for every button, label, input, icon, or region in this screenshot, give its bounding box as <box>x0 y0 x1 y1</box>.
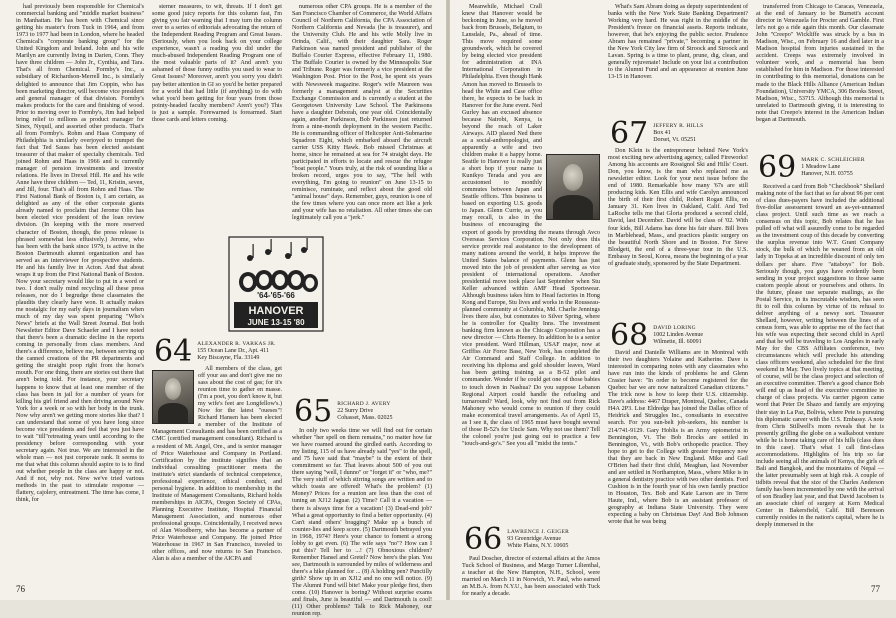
portrait-body <box>553 195 593 219</box>
column-text: David and Danielle Williams are in Montreal with their two daughters Yolaine and Katherine. Dave is interested in comparing notes with any classmates who have run into the kinds of problems he and Glenn Crasier have: "In order to become registered for the Quebec bar we are now naturalized Canadian citizens." The trick now is how to keep their U.S. citizenship. Dave's address: 4467 Draper, Montreal, Quebec, Canada H4A 2P3. Lise Eldredge has joined the Dallas office of Heidrick and Struggles Inc., consultants in executive search. For you sun-belt job-seekers, his number is 214/741-9129. Gary Hoblis is an Army optometrist in Bennington, Vt. The Bob Brocks are settled in Bennington, Vt., with Bob's orthopedic practice. They hope to get to the College with greater frequency now that they are back in New England. Mike and Gail O'Brien had their first child, Meaghan, last November and are settled in Northampton, Mass., where Mike is in a general dentistry practice with two other dentists. Ford Cushion is in the fourth year of his own family practice in Houston, Tex. Bob and Kate Larson are in Terre Haute, Ind., where Bob is an assistant professor of geography at Indiana State University. They were expecting a baby on Christmas Day! And Bob Johnson wrote that he was being <box>608 350 748 526</box>
column-text: All members of the class, get off your ass and don't give me no sass about the cost of gas; for it's reunion time to gather en masse. (I'm a poet, you don't know it, but my wife's feet are Longfellow's.) Now for the latest "oueses"! Richard Hansen has been elected a member of the Institute of Management Consultants and has been certified as a CMC (certified management consultant). Richard is a resident of Mt. Angel, Ore., and is senior manager of Price Waterhouse and Company in Portland. Certification by the institute signifies that an individual consulting practitioner meets the institute's strict standards of technical competence, professional experience, ethical conduct, and personal hygiene. In addition to membership in the Institute of Management Consultants, Richard holds memberships in AICPA, Oregon Society of CPAs, Planning Executive Institute, Hospital Financial Management Association, and numerous other professional groups. Coincidentally, I received news of Alan Woodberry, who has become a partner of Price Waterhouse and Company. He joined Price Waterhouse in 1967 in San Francisco, traveled to other offices, and now returns to San Francisco. Alan is also a member of the AICPA and <box>152 366 282 563</box>
secretary-street: 1 Meadow Lane <box>801 164 841 170</box>
right-page <box>450 0 896 600</box>
column-text: Don Klein is the entrepreneur behind New York's most exciting new advertising agency, called Fireworks! Among his accounts are Rossignol Ski and Hills' Court. Don, you know, is the man who replaced me as newsletter editor. Look for your next issue before the end of 1980. Remarkable how many '67s are still producing kids. Ken Ellis and wife Carolyn announced the birth of their first child, Robert Rogan Ellis, on January 31. Ken lives in Oakland, Calif. And Ted LaRoche tells me that Gloria produced a second child, David, last December. David will be class of '02. With four kids, Bill Adams has done his fair share. Bill lives in Marblehead, Mass., and practices plastic surgery on the beautiful North Shore and in Boston. For Steve Blodgett, the end of a three-year tour in the U.S. Embassy in Seoul, Korea, means the beginning of a year of graduate study, sponsored by the State Department. <box>608 148 748 267</box>
class-header-67 <box>610 116 704 151</box>
column-text: Received a card from Bob "Checkbook" Shellard making note of the fact that so far about 96 per cent of class dues-payers have included the additional five-dollar assessment toward an as-yet-unnamed class project. Until such time as we reach a consensus on this topic, Bob relates that he has pulled off what will assuredly come to be regarded as the investment coup of this decade by converting the surplus revenue into W.T. Grant Company stock, the bulk of which he weaned from an old lady in Topeka at an incredible discount of only ten dollars per share. Five "attaboys" for Bob. Seriously though, you guys have evidently been sending in your project suggestions to those same custom people about or yourselves and others. In the future, please use separate mailings, as the Postal Service, in its inscrutable wisdom, has seen fit to roll this column by virtue of its refusal to deliver anything of a newsy sort. Treasurer Shellard, however, writing between the lines of a census form, was able to apprise me of the fact that his wife was expecting their second child in April and that he will be traveling to Los Angeles in early May for the CBS Affiliates conference, two circumstances which will preclude his attending class officers weekend, also scheduled for the first weekend in May. Two lively topics at that meeting, of course, will be the class project and selection of an executive committee. There's a good chance Bob will end up as head of the executive committee in charge of class projects. Via carrier pigeon came word that Peter De Shazo and family are enjoying their stay in La Paz, Bolivia, where Pete is pursuing his diplomatic career with the U.S. Embassy. A note from Chris Stillwell's mom reveals that he is presently grilling the globe on a walkabout venture while he is home taking care of his hills (class dues in this case). That's what I call first-class accommodations. Highlights of his trip so far include seeing all the animals of Kenya, the girls of Bali and Bangkok, and the mountains of Nepal — the latter presumably seen at high risk. A couple of tidbits reveal that the size of the Charles Anderson family has been incremented by one with the arrival of son Bradley last year, and that David Jacobsen is an associate chief of surgery at Kern Medical Center in Bakersfield, Calif. Bill Berenson currently resides in the nation's capital, where he is deeply immersed in the <box>756 184 884 529</box>
column-right-2-bottom <box>608 350 748 590</box>
column-left-3-top <box>292 4 432 392</box>
column-left-2-bottom <box>152 366 282 588</box>
column-right-1-bottom <box>462 556 600 596</box>
secretary-street: 155 Ocean Lane Dr., Apt. 411 <box>197 348 269 354</box>
class-header-64 <box>154 334 276 369</box>
secretary-name: DAVID LORING <box>653 325 696 331</box>
column-text: In only two weeks time we will find out for certain whether "her spell on them remains," no matter how far we have roamed around the girdled earth. According to my listing, 115 of us have already said "yes" to the spell, and 75 have said that "maybe" is the extent of their commitment so far. That leaves about 500 of you out there saying "well, I dunno" or "forget it" or "who, me?" The very stuff of which stirring songs are written and to which toasts are offered! What's the problem? (1) Money? Prices for a reunion are less than the cost of tuning an XJ12 Jaguar. (2) Time? Call it a vacation — there is always time for a vacation! (3) Dead-end job? What a great opportunity to find a better opportunity. (4) Can't stand others' bragging? Make up a bunch of counter-lies and keep score. (5) Dartmouth betrayed you in 1968, 1974? Here's your chance to foment a strong lobby to get even. (6) The wife says "no"? How can I put this? Tell her to ...! (7) Obnoxious children? Remember Hansel and Gretel? Now here's the plan. You see, Dartmouth is surrounded by miles of wilderness and there's a hike planned for ... (8) A holding pen? Punctilly girth? Show up in an XJ12 and no one will notice. (9) The Alumni Fund will bite! Make your pledge first, then come. (10) Hanover is boring? Without surprise exams and finals, June is beautiful — and Dartmouth is cool! (11) Other problems? Talk to Rick Mahoney, our reunion rep. <box>292 428 432 618</box>
portrait-head <box>563 164 584 191</box>
class-header-69 <box>758 150 865 185</box>
class-number: 66 <box>464 522 503 557</box>
class-number: 69 <box>758 150 797 185</box>
secretary-street: 22 Surry Drive <box>337 408 374 414</box>
secretary-street: Box 41 <box>653 130 671 136</box>
page-number-left: 76 <box>16 584 25 594</box>
logo-dates: JUNE 13-15 '80 <box>247 318 305 327</box>
secretary-city: Key Biscayne, Fla. 33149 <box>197 355 260 361</box>
column-text: transferred from Chicago to Caracas, Venezuela, at the end of January to be Burnett's account director in Venezuela for Procter and Gamble. First let's not go a ride again this month. Our classmate John "Creepo" Wickliffe was struck by a bus in Madison, Wisc., on February 16 and died later in a Madison hospital from injuries sustained in the accident. Creeps was extremely involved in volunteer work, and a memorial has been established for him in Madison. For those interested in contributing to this memorial, donations can be made to the Black Hills Alliance (American Indian Foundation), University YMCA, 306 Brooks Street, Madison, Wisc., 53715. Although this memorial is unrelated to Dartmouth giving, it is interesting to note that Creepo's interest in the American Indian began at Dartmouth. <box>756 4 884 123</box>
class-header-66 <box>464 522 570 557</box>
column-right-2-top <box>608 4 748 116</box>
column-text: Meanwhile, Michael Crall knew that Hanover would be beckoning in June, so he moved back from Brussels, Belgium, to Lansdale, Pa., ahead of time. This move required some groundwork, which he covered by being elected vice president for administration at INA International Corporation in Philadelphia. Even though Hank Amon has moved to Brussels to head the White and Case office there, he expects to be back in Hanover for the June event. Ned Gurley has an excused absence because Nairobi, Kenya, is beyond the reach of Laker Airways. AID placed Ned there as a social-anthropologist, and apparently a wife and two children make it a happy home. Seattle to Hanover is really just a short hop if your name is Kunikyo Terada and you are accustomed to monthly commutes between Japan and Seattle offices. This business is based on exporting U.S. goods to Japan. Glenn Currie, as you may recall, is also in the business of encouraging the export of goods by providing the means through Avco Overseas Services Corporation. Not only does this service provide real assistance to the development of many nations around the world, it helps improve the United States balance of payments. Glenn has just moved into the job of president after serving as vice president of international operations. Another presidential move took place last September when Stu Keller advanced within AMF Head Sportswear. Although business takes him to Head factories in Hong Kong and Europe, Stu lives and works in the Rousseau-planned community at Columbia, Md. Charlie Jennings lives there also, but commutes to Silver Spring, where he is controller for Quality Inns. The investment banking firm known as the Chicago Corporation has a new director — Chris Heeney. In addition he is a senior vice president. Ward Hillman, USAF major, now at Griffiss Air Force Base, New York, has completed the Air Command and Staff College. In addition to receiving his diploma and gold shoulder leaves, Ward has been getting training as a B-52 pilot and commander. Wonder if he could get one of those babies to touch down in Nashua? Do you suppose Lebanon Regional Airport could handle the refueling and turnaround? Ward, look, why not find out from Rick Mahoney who would come to reunion if they could make economical travel arrangements. As of April 15, as I see it, the class of 1965 must have bought several of those B-52's for Uncle Sam. Why not use them? Tell the colonel you're just going out to practice a few "touch-and-go's." See you all "midst the tents." <box>462 4 600 447</box>
secretary-city: Wilmette, Ill. 60091 <box>653 339 702 345</box>
column-right-2-middle <box>608 148 748 316</box>
class-header-68 <box>610 318 704 353</box>
secretary-street: 93 Greenridge Avenue <box>507 536 562 542</box>
secretary-name: JEFFERY R. HILLS <box>653 123 704 129</box>
secretary-city: White Plains, N.Y. 10605 <box>507 543 569 549</box>
class-secretary-address <box>653 322 703 346</box>
portrait-photo <box>152 370 194 424</box>
column-text: What's Sam Abram doing as deputy superintendent of banks with the New York State Banking Department? Working very hard. He was right in the middle of the President's freeze on financial assets. Reports indicate, however, that he's enjoying the public sector. Prudence Abram has remained "private," becoming a partner in the New York City law firm of Stroock and Stroock and Lavan. Spring is a time to plant, prune, dig, clean, and generally rejuvenate! Include on your list a contribution to the Alumni Fund and an appearance at reunion June 13-15 in Hanover. <box>608 4 748 81</box>
column-text: Paul Doscher, director of external affairs at the Amos Tuck School of Business, and Margo Turner Lilienthal, a teacher at the New Hampton, N.H., School, were married on March 11 in Norwich, Vt. Paul, who earned an M.B.A. from N.Y.U., has been associated with Tuck for nearly a decade. <box>462 556 600 598</box>
column-left-2-top <box>152 4 282 230</box>
column-right-1-top <box>462 4 600 528</box>
class-secretary-address <box>197 338 276 362</box>
left-page <box>0 0 446 618</box>
class-secretary-address <box>801 154 865 178</box>
column-text: had previously been responsible for Chemical's commercial banking and "middle market business" in Manhattan. He has been with Chemical since getting his master's from Tuck in 1964, and from 1973 to 1977 had been in London, where he headed Chemical's "corporate banking group" for the United Kingdom and Ireland. John and his wife Marilyn are currently living in Darien, Conn. They have three children — John Jr., Cynthia, and Tara. That's all from Chemical. Formby's Inc., a subsidiary of Richardson-Merrell Inc., is similarly delighted to announce that Jim Coppin, who has been marketing director, will become vice president and general manager of that division. Formby's makes products for the care and finishing of wood. Prior to moving over to Formby's, Jim had helped bring relief to millions as product manager for Sinex, Nyquil, and assorted other products. That's all from Formby's. Rohm and Haas Company of Philadelphia is similarly overjoyed to trumpet the fact that Ted Sauss has been elected assistant treasurer of that maker of specialty chemicals. Ted joined Rohm and Haas in 1966 and is currently manager of pension investments and investor relations. He lives in Drexel Hill. He and his wife Anne have three children — Ted, 11, Kristin, seven, and Jill, four. That's all from Rohm and Haas. The First National Bank of Boston is, I am certain, as delighted as any of the other corporate giants already named to proclaim that Jerome Olin has been elected vice president of the loan review division. (In keeping with the more reserved character of Boston, though, the press release is phrased somewhat less effusively.) Jerome, who has been with the bank since 1979, is active in the Boston Dartmouth alumni organization and has served as an interviewer for prospective students. He and his family live in Acton. And that about wraps it up from the First National Bank of Boston. Now your secretary would like to put in a word or two. I don't really mind recycling all these press releases, nor do I begrudge these classmates the plaudits they clearly have won. It actually makes me nostalgic for my early days in journalism when much of my day was spent preparing "Who's News" briefs at the Wall Street Journal. But both Newsletter Editor Dave Schaefer and I have noted that there's been a dramatic decline in the reports coming in personally from class members. And there's a difference, believe me, between serving up the canned creations of the PR departments and getting the straight poop right from the horse's mouth. For one thing, there are stories out there that aren't being told. For instance, your secretary happens to know that at least one member of the class has been in jail for a number of years for killing his girl friend and then driving around New York for a week or so with her body in the trunk. Now why aren't we getting more stories like that? I can understand that some of you have long since become vice presidents and feel that you just have to wait "till"retreating years until according to the presidency before corresponding with your secretary again. Not true. We are interested in the whole man — not just corporate rank. It seems to me that what this column should aspire to is to find out whether people in the class are happy or not. And if not, why not. Now we've tried various methods in the past to stimulate response — flattery, cajolery, entreatment. The time has come, I think, for <box>16 4 144 504</box>
portrait-photo <box>546 154 600 220</box>
class-secretary-address <box>337 398 392 422</box>
page-number-right: 77 <box>871 584 880 594</box>
class-number: 64 <box>154 334 193 369</box>
class-number: 65 <box>294 394 333 429</box>
class-number: 68 <box>610 318 649 353</box>
secretary-name: ALEXANDER R. VARKAS JR. <box>197 341 276 347</box>
class-number: 67 <box>610 116 649 151</box>
column-text: numerous other CPA groups. He is a member of the San Francisco Chamber of Commerce, the World Affairs Council of Northern California, the CPA Association of Northern California and Nevada (he is treasurer), and the University Club. He and his wife Molly live in Orinda, Calif., with their daughter Sara. Roger Parkinson was named president and publisher of the Buffalo Courier Express, effective February 11, 1980. The Buffalo Courier is owned by the Minneapolis Star and Tribune. Roger was formerly a vice president at the Washington Post. Prior to the Post, he spent six years with Newsweek magazine. Roger's wife Maureen was formerly a management analyst at the Securities Exchange Commission and is currently a student at the Georgetown University Law School. The Parkinsons have a daughter Deborah, one year old. Coincidentally again, another Parkinson, Bob Parkinson just returned from a nine-month deployment in the western Pacific. He is commanding officer of Helicopter Anti-Submarine Squadron Eight, which embarked aboard the aircraft carrier USS Kitty Hawk. Bob missed Christmas at home, since he remained at sea for 74 straight days. He participated in efforts to locate and rescue the refugee "boat people." Yours truly, at the risk of sounding like a broken record, urges you to say, "The hell with everything, I'm going to reunion" on June 13-15 to reminisce, ruminate, and reflect about the good old "animal house" days. Remember, guys, reunion is one of the few times where you can once more act like a jerk and your wife has no retaliation. All other times she can legitimately call you a "jerk." <box>292 4 432 222</box>
secretary-name: RICHARD J. AVERY <box>337 401 391 407</box>
column-left-1 <box>16 4 144 590</box>
column-left-3-bottom <box>292 428 432 618</box>
column-text: sterner measures, to wit, threats. If I don't get some good juicy reports for this column fast, I'm giving you fair warning that I may turn the column over to a series of editorials advocating the return of the Independent Reading Program and Great Issues. (Seriously, when you look back on your college experience, wasn't a reading you did under the much-abused Independent Reading Program one of the most valuable parts of it? And aren't you ashamed of those funny outfits you used to wear to Great Issues? Moreover, aren't you sorry you didn't pay better attention in GI so you'd be better prepared for a world that had little (if anything) to do with what you'd been getting for four years from those pointy-headed faculty members? Aren't you?) This is just a sample. Forewarned is forearmed. Start those cards and letters coming. <box>152 4 282 123</box>
secretary-city: Hanover, N.H. 03755 <box>801 171 853 177</box>
secretary-city: Dorset, Vt. 05251 <box>653 137 697 143</box>
class-header-65 <box>294 394 393 429</box>
secretary-city: Cohasset, Mass. 02025 <box>337 415 393 421</box>
class-secretary-address <box>653 120 703 144</box>
portrait-body <box>158 403 188 423</box>
column-right-3-top <box>756 4 884 150</box>
column-right-3-bottom <box>756 184 884 584</box>
logo-title: HANOVER <box>248 305 304 317</box>
logo-years: '64-'65-'66 <box>257 291 295 300</box>
class-secretary-address <box>507 526 569 550</box>
secretary-name: MARK C. SCHLEICHER <box>801 157 865 163</box>
secretary-street: 1002 Linden Avenue <box>653 332 704 338</box>
secretary-name: LAWRENCE J. GEIGER <box>507 529 570 535</box>
portrait-head <box>165 378 181 400</box>
